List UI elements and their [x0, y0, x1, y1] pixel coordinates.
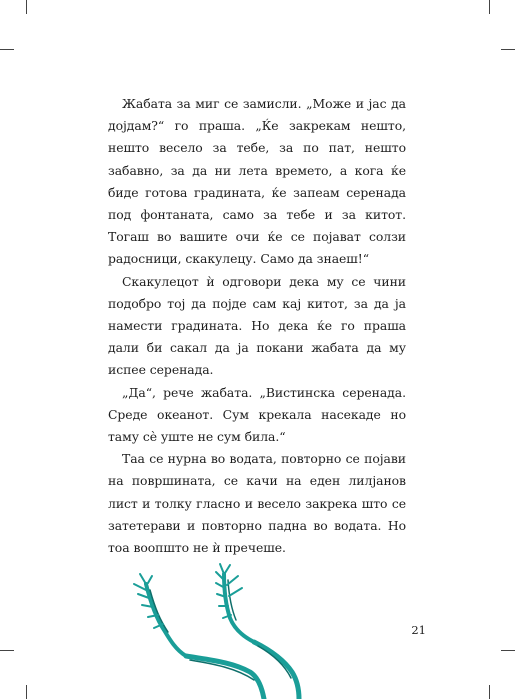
- paragraph-1: Жабата за миг се замисли. „Може и јас да дојдам?“ го праша. „Ќе закрекам нешто, нешто весело за тебе, за по пат, нешто забавно, за да ни лета времето, а кога ќе биде готова градината, ќе запеам серенада под фонтаната, само за тебе и за китот. Тогаш во вашите очи ќе се појават солзи радосници, скакулецу. Само да знаеш!“: [108, 96, 406, 267]
- paragraph-3: „Да“, рече жабата. „Вистинска серенада. Среде океанот. Сум крекала насекаде но таму сѐ уште не сум била.“: [108, 384, 406, 445]
- paragraph-4: Таа се нурна во водата, повторно се појави на површината, се качи на еден лилјанов лист и толку гласно и весело закрека што се затетерави и повторно падна во водата. Но тоа воопшто не ѝ пречеше.: [108, 451, 406, 556]
- paragraph-2: Скакулецот ѝ одговори дека му се чини подобро тој да појде сам кај китот, за да ја намести градината. Но дека ќе го праша дали би сакал да ја покани жабата да му испее серенада.: [108, 273, 406, 378]
- page-number: 21: [411, 623, 426, 637]
- left-leg-lower: [186, 656, 264, 699]
